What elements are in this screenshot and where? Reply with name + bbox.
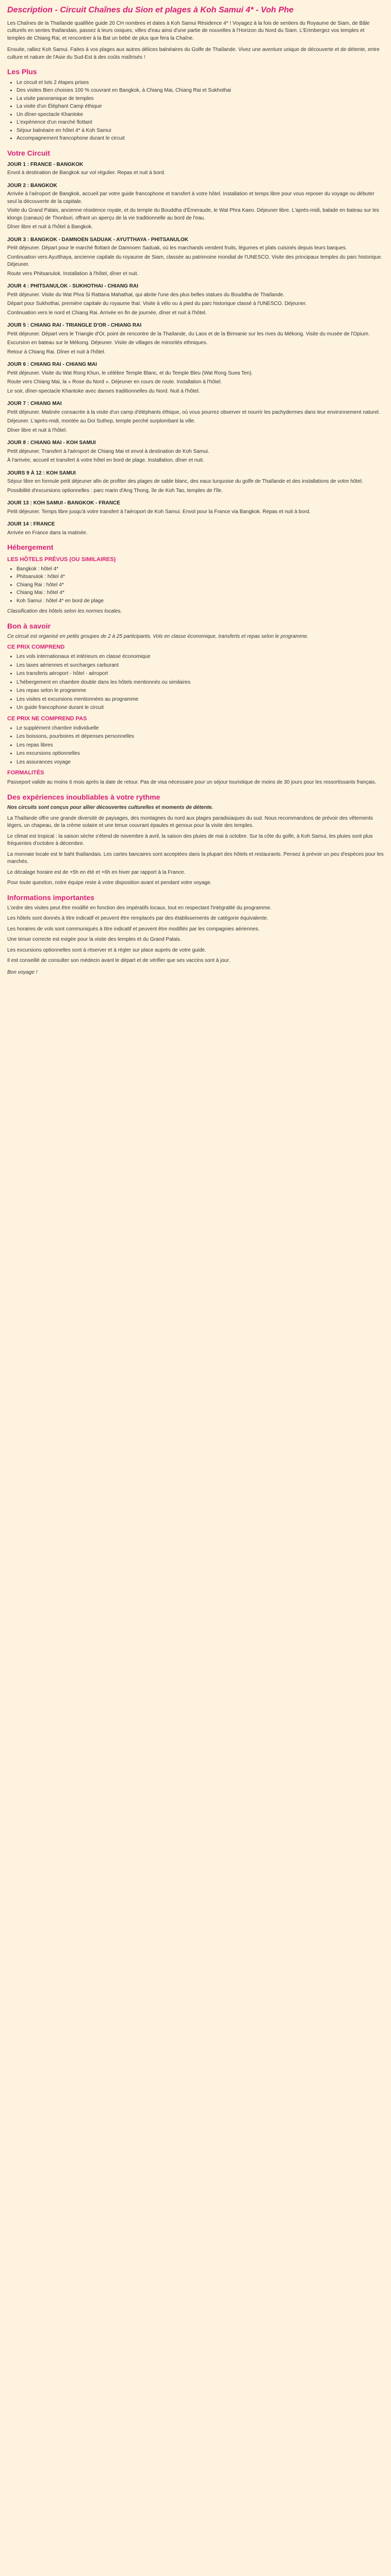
informations-heading: Informations importantes (7, 893, 94, 902)
day-block (7, 500, 384, 516)
excluded-item: • Les excursions optionnelles (17, 750, 384, 758)
information-paragraph: Les excursions optionnelles sont à réserver et à régler sur place auprès de votre guide. (7, 947, 206, 953)
information-paragraph: Les horaires de vols sont communiqués à titre indicatif et peuvent être modifiés par les compagnies aériennes. (7, 926, 260, 932)
formalities-text: Passeport valide au moins 6 mois après la date de retour. Pas de visa nécessaire pour un séjour touristique de moins de 30 jours pour les ressortissants français. (7, 779, 377, 786)
day-block (7, 322, 384, 356)
points-forts-item: • Un dîner-spectacle Khantoke (17, 111, 384, 119)
points-forts-item: • Des visites Bien choisies 100 % couvrant en Bangkok, à Chiang Mai, Chiang Rai et Sukhothai (17, 87, 384, 95)
signoff: Bon voyage ! (7, 969, 38, 975)
information-paragraph: Il est conseillé de consulter son médecin avant le départ et de vérifier que ses vaccins sont à jour. (7, 958, 230, 964)
recommandations-section (7, 804, 384, 887)
day-title: JOUR 6 : CHIANG RAI - CHIANG MAI (7, 362, 97, 368)
included-heading: CE PRIX COMPREND (7, 644, 65, 651)
included-item: • Les visites et excursions mentionnées au programme (17, 696, 384, 704)
day-paragraph: Excursion en bateau sur le Mékong. Déjeuner. Visite de villages de minorités ethniques. (7, 340, 208, 346)
included-item: • Les transferts aéroport - hôtel - aéroport (17, 670, 384, 678)
excluded-item: • Les boissons, pourboires et dépenses personnelles (17, 733, 384, 741)
recommandation-paragraph: Pour toute question, notre équipe reste à votre disposition avant et pendant votre voyage. (7, 880, 212, 886)
day-paragraph: Arrivée en France dans la matinée. (7, 530, 88, 536)
day-title: JOUR 3 : BANGKOK - DAMNOEN SADUAK - AYUTTHAYA - PHITSANULOK (7, 236, 188, 243)
day-block (7, 521, 384, 537)
day-paragraph: Arrivée à l'aéroport de Bangkok, accueil par votre guide francophone et transfert à votre hôtel. Installation et temps libre pour vous reposer du voyage ou débuter seul la découverte de la capitale. (7, 191, 374, 205)
day-block (7, 161, 384, 177)
day-paragraph: Le soir, dîner-spectacle Khantoke avec danses traditionnelles du Nord. Nuit à l'hôtel. (7, 388, 200, 394)
day-title: JOUR 5 : CHIANG RAI - TRIANGLE D'OR - CHIANG RAI (7, 323, 142, 329)
points-forts-item: • Le circuit et lots 2 étapes prises (17, 79, 384, 87)
tarifs-section (7, 633, 384, 787)
day-block (7, 470, 384, 495)
day-title: JOUR 4 : PHITSANULOK - SUKHOTHAI - CHIANG RAI (7, 283, 138, 290)
day-paragraph: Départ pour Sukhothai, première capitale du royaume thaï. Visite à vélo ou à pied du parc historique classé à l'UNESCO. Déjeuner. (7, 301, 307, 307)
excluded-list (7, 725, 384, 767)
included-item: • L'hébergement en chambre double dans les hôtels mentionnés ou similaires (17, 679, 384, 687)
day-block (7, 182, 384, 231)
excluded-item: • Les repas libres (17, 742, 384, 750)
day-paragraph: Retour à Chiang Rai. Dîner et nuit à l'hôtel. (7, 349, 106, 355)
hebergement-note: Classification des hôtels selon les normes locales. (7, 608, 122, 615)
informations-section (7, 905, 384, 965)
day-paragraph: Continuation vers Ayutthaya, ancienne capitale du royaume de Siam, classée au patrimoine mondial de l'UNESCO. Visite des principaux temples du parc historique. Déjeuner. (7, 254, 382, 268)
points-forts-list (7, 79, 384, 143)
day-paragraph: Route vers Chiang Mai, la « Rose du Nord ». Déjeuner en cours de route. Installation à l'hôtel. (7, 379, 222, 385)
day-block (7, 283, 384, 317)
programme-days (7, 161, 384, 537)
day-block (7, 236, 384, 278)
programme-heading: Votre Circuit (7, 148, 50, 157)
recommandations-lead: Nos circuits sont conçus pour allier découvertes culturelles et moments de détente. (7, 805, 213, 811)
recommandations-heading: Des expériences inoubliables à votre rythme (7, 792, 160, 801)
day-paragraph: Possibilité d'excursions optionnelles : parc marin d'Ang Thong, île de Koh Tao, temples de l'île. (7, 487, 223, 494)
page-title: Description - Circuit Chaînes du Sion et plages à Koh Samui 4* - Voh Phe (7, 6, 294, 14)
day-title: JOUR 2 : BANGKOK (7, 182, 57, 189)
day-paragraph: Dîner libre et nuit à l'hôtel. (7, 427, 67, 433)
tarifs-intro: Ce circuit est organisé en petits groupes de 2 à 25 participants. Vols en classe économique, transferts et repas selon le programme. (7, 633, 308, 639)
day-paragraph: À l'arrivée, accueil et transfert à votre hôtel en bord de plage. Installation, dîner et nuit. (7, 457, 204, 464)
day-block (7, 439, 384, 465)
tarifs-heading: Bon à savoir (7, 621, 51, 630)
information-paragraph: Les hôtels sont donnés à titre indicatif et peuvent être remplacés par des établissements de catégorie équivalente. (7, 916, 268, 922)
included-item: • Les vols internationaux et intérieurs en classe économique (17, 653, 384, 661)
day-title: JOUR 7 : CHIANG MAI (7, 401, 62, 407)
day-paragraph: Dîner libre et nuit à l'hôtel à Bangkok. (7, 224, 93, 230)
intro-section (7, 20, 384, 62)
day-block (7, 400, 384, 434)
points-forts-item: • La visite d'un Éléphant Camp éthique (17, 103, 384, 111)
day-paragraph: Petit déjeuner. Temps libre jusqu'à votre transfert à l'aéroport de Koh Samui. Envol pour la France via Bangkok. Repas et nuit à bord. (7, 509, 311, 515)
day-paragraph: Continuation vers le nord et Chiang Rai. Arrivée en fin de journée, dîner et nuit à l'hôtel. (7, 310, 207, 316)
points-forts-heading: Les Plus (7, 67, 37, 76)
hotel-item: • Chiang Rai : hôtel 4* (17, 582, 384, 589)
hotel-item: • Chiang Mai : hôtel 4* (17, 589, 384, 597)
intro-paragraph: Ensuite, ralliez Koh Samui. Faites à vos plages aux autres délices balnéaires du Golfe de Thaïlande. Vivez une aventure unique de découverte et de détente, entre culture et nature de l'Asie du Sud-Est à des coûts maîtrisés ! (7, 47, 380, 60)
day-paragraph: Petit déjeuner. Matinée consacrée à la visite d'un camp d'éléphants éthique, où vous pourrez observer et nourrir les pachydermes dans leur environnement naturel. (7, 409, 380, 415)
points-forts-item: • L'expérience d'un marché flottant (17, 119, 384, 127)
hotel-item: • Koh Samui : hôtel 4* en bord de plage (17, 598, 384, 605)
recommandation-paragraph: La monnaie locale est le baht thaïlandais. Les cartes bancaires sont acceptées dans la plupart des hôtels et restaurants. Pensez à prévoir un peu d'espèces pour les marchés. (7, 851, 384, 865)
included-list (7, 653, 384, 712)
day-title: JOUR 8 : CHIANG MAI - KOH SAMUI (7, 440, 96, 446)
information-paragraph: Une tenue correcte est exigée pour la visite des temples et du Grand Palais. (7, 937, 182, 943)
day-paragraph: Petit déjeuner. Départ pour le marché flottant de Damnoen Saduak, où les marchands vendent fruits, légumes et plats cuisinés depuis leurs barques. (7, 245, 347, 251)
recommandation-paragraph: Le décalage horaire est de +5h en été et +6h en hiver par rapport à la France. (7, 869, 186, 875)
excluded-item: • Les assurances voyage (17, 759, 384, 767)
formalities-heading: FORMALITÉS (7, 770, 44, 776)
hotel-item: • Phitsanulok : hôtel 4* (17, 573, 384, 581)
recommandations-paragraphs (7, 815, 384, 887)
intro-paragraph: Les Chaînes de la Thaïlande qualifiée guide 20 CH nombres et dates à Koh Samui Résidence 4* ! Voyagez à la fois de sentiers du Royaume de Siam, de Bâle culturels en sentes thaïlandais, passez à leurs oxiques, villes d'eau ainsi d'une partie de nouvelles à l'Horizon du Nord du Siam. L'Erimbergez vos temples et temples de Chiang Rai, et rencontrer à la Bat un bébé de plus que fera la Chaîne. (7, 20, 370, 41)
day-title: JOUR 14 : FRANCE (7, 521, 55, 528)
day-paragraph: Envol à destination de Bangkok sur vol régulier. Repas et nuit à bord. (7, 170, 166, 176)
day-block (7, 361, 384, 395)
hebergement-subheading: LES HÔTELS PRÉVUS (OU SIMILAIRES) (7, 556, 116, 563)
day-title: JOUR 1 : FRANCE - BANGKOK (7, 161, 84, 167)
page-container (0, 0, 391, 992)
points-forts-item: • Accompagnement francophone durant le circuit (17, 135, 384, 143)
recommandation-paragraph: Le climat est tropical : la saison sèche s'étend de novembre à avril, la saison des pluies de mai à octobre. Sur la côte du golfe, à Koh Samui, les pluies sont plus fréquentes d'octobre à décembre. (7, 833, 373, 847)
day-paragraph: Petit déjeuner. Transfert à l'aéroport de Chiang Mai et envol à destination de Koh Samui. (7, 448, 209, 454)
included-item: • Un guide francophone durant le circuit (17, 704, 384, 712)
included-item: • Les taxes aériennes et surcharges carburant (17, 662, 384, 670)
day-paragraph: Déjeuner. L'après-midi, montée au Doi Suthep, temple perché surplombant la ville. (7, 418, 196, 425)
day-paragraph: Petit déjeuner. Visite du Wat Phra Si Rattana Mahathat, qui abrite l'une des plus belles statues du Bouddha de Thaïlande. (7, 292, 285, 298)
day-paragraph: Petit déjeuner. Départ vers le Triangle d'Or, point de rencontre de la Thaïlande, du Laos et de la Birmanie sur les rives du Mékong. Visite du musée de l'Opium. (7, 331, 370, 337)
information-paragraph: L'ordre des visites peut être modifié en fonction des impératifs locaux, tout en respectant l'intégralité du programme. (7, 905, 272, 911)
hotel-item: • Bangkok : hôtel 4* (17, 566, 384, 573)
hebergement-heading: Hébergement (7, 543, 54, 552)
day-paragraph: Petit déjeuner. Visite du Wat Rong Khun, le célèbre Temple Blanc, et du Temple Bleu (Wat Rong Suea Ten). (7, 370, 253, 376)
day-title: JOURS 9 À 12 : KOH SAMUI (7, 470, 76, 476)
hotel-list (7, 566, 384, 605)
day-paragraph: Route vers Phitsanulok. Installation à l'hôtel, dîner et nuit. (7, 270, 139, 277)
excluded-item: • Le supplément chambre individuelle (17, 725, 384, 733)
points-forts-item: • Séjour balnéaire en hôtel 4* à Koh Samui (17, 127, 384, 135)
points-forts-item: • La visite panoramique de temples (17, 95, 384, 103)
day-paragraph: Séjour libre en formule petit déjeuner afin de profiter des plages de sable blanc, des eaux turquoise du golfe de Thaïlande et des installations de votre hôtel. (7, 479, 363, 485)
included-item: • Les repas selon le programme (17, 687, 384, 695)
day-title: JOUR 13 : KOH SAMUI - BANGKOK - FRANCE (7, 500, 120, 506)
day-paragraph: Visite du Grand Palais, ancienne résidence royale, et du temple du Bouddha d'Émeraude, le Wat Phra Kaeo. Déjeuner libre. L'après-midi, balade en bateau sur les klongs (canaux) de Thonburi, offrant un aperçu de la vie traditionnelle au bord de l'eau. (7, 208, 379, 221)
recommandation-paragraph: La Thaïlande offre une grande diversité de paysages, des montagnes du nord aux plages paradisiaques du sud. Nous recommandons de prévoir des vêtements légers, un chapeau, de la crème solaire et une tenue couvrant épaules et genoux pour la visite des temples. (7, 815, 373, 829)
excluded-heading: CE PRIX NE COMPREND PAS (7, 715, 87, 722)
